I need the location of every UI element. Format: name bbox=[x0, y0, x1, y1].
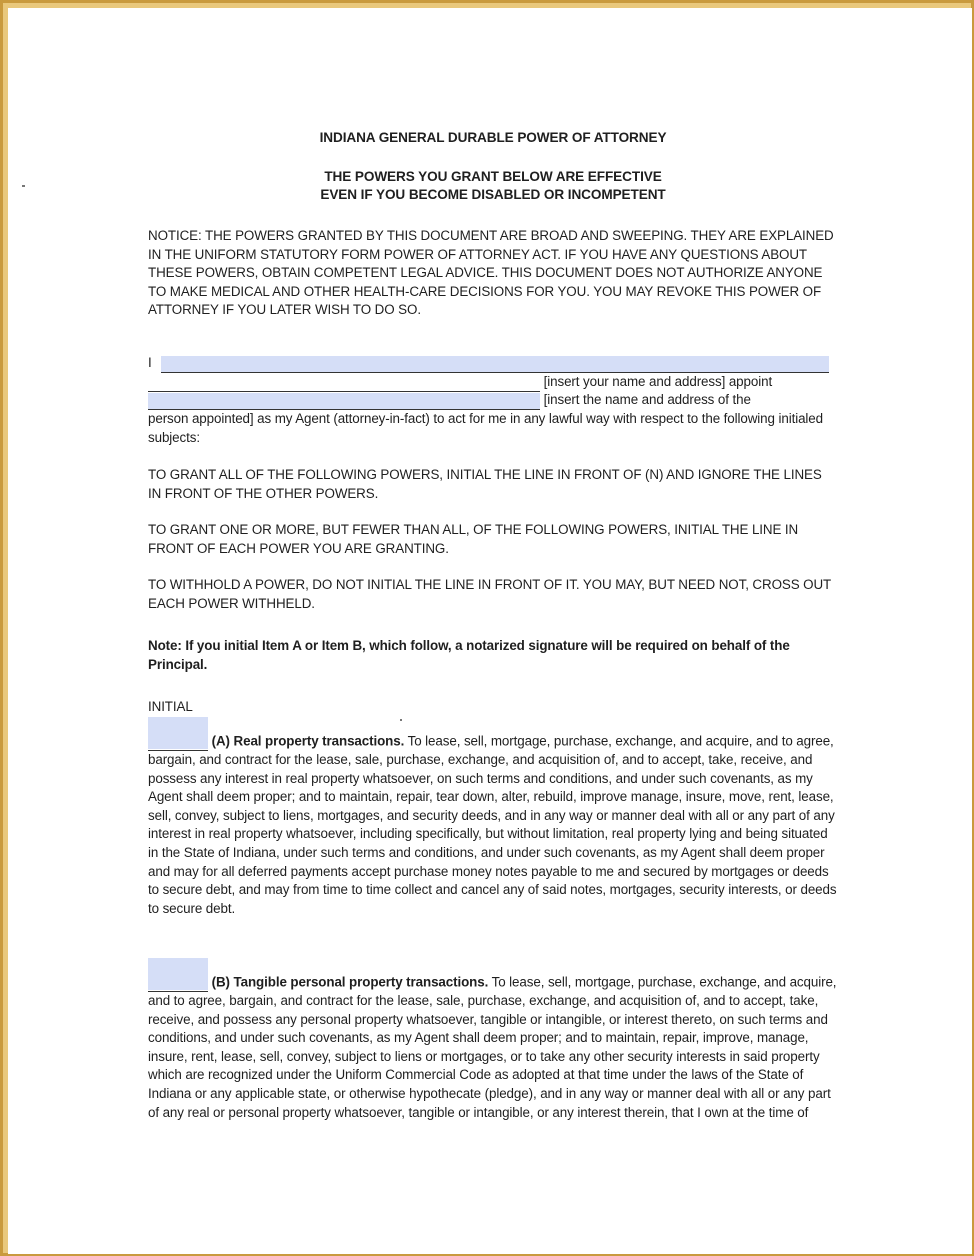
principal-address-field[interactable] bbox=[148, 375, 540, 392]
principal-name-row bbox=[148, 354, 838, 373]
power-item-a bbox=[148, 732, 838, 918]
agent-name-field[interactable] bbox=[148, 393, 540, 410]
power-item-b-text: To lease, sell, mortgage, purchase, exchange, and acquire, and to agree, bargain, and contract for the lease, sale, purchase, exchange, and acquisition of, and to accept, take, receive, and possess any personal property whatsoever, tangible or intangible, or interest thereto, on such terms and conditions, and under such covenants, as my Agent shall deem proper; and to maintain, repair, improve, manage, insure, rent, lease, sell, convey, subject to liens or mortgages, or to take any other security interests in said property which are recognized under the Uniform Commercial Code as adopted at that time under the laws of the State of Indiana or any applicable state, or otherwise hypothecate (pledge), and in any way or manner deal with all or any part of any real or personal property whatsoever, tangible or intangible, or any interest therein, that I own at the time of bbox=[148, 974, 837, 1120]
principal-address-row bbox=[148, 373, 838, 392]
document-page bbox=[8, 8, 972, 1254]
appoint-prefix: I bbox=[148, 355, 152, 370]
principal-name-field[interactable] bbox=[161, 356, 829, 373]
initial-field-a[interactable] bbox=[148, 732, 208, 751]
document-subtitle-line2: EVEN IF YOU BECOME DISABLED OR INCOMPETENT bbox=[320, 187, 666, 202]
appoint-name-hint: [insert your name and address] appoint bbox=[543, 374, 773, 389]
agent-name-row bbox=[148, 391, 838, 410]
power-item-b-heading: (B) Tangible personal property transactions. bbox=[211, 974, 489, 990]
power-item-a-text: To lease, sell, mortgage, purchase, exchange, and acquire, and to agree, bargain, and contract for the lease, sale, purchase, exchange, and acquisition of, and to accept, take, receive, and possess any interest in real property whatsoever, on such terms and conditions, and under such covenants, as my Agent shall deem proper; and to maintain, repair, tear down, alter, rebuild, improve manage, insure, move, rent, lease, sell, convey, subject to liens, mortgages, and security deeds, and in any way or manner deal with all or any part of any interest in real property whatsoever, including specifically, but without limitation, real property lying and being situated in the State of Indiana, under such terms and conditions, and under such covenants, as my Agent shall deem proper and may for all deferred payments accept purchase money notes payable to me and secured by mortgages or deeds to secure debt, and may from time to time collect and cancel any of said notes, mortgages, security interests, or deeds to secure debt. bbox=[148, 733, 837, 916]
instruction-grant-all: TO GRANT ALL OF THE FOLLOWING POWERS, INITIAL THE LINE IN FRONT OF (N) AND IGNORE THE LINES IN FRONT OF THE OTHER POWERS. bbox=[148, 467, 822, 501]
power-item-b bbox=[148, 973, 838, 1122]
notice-paragraph: NOTICE: THE POWERS GRANTED BY THIS DOCUMENT ARE BROAD AND SWEEPING. THEY ARE EXPLAINED IN THE UNIFORM STATUTORY FORM POWER OF ATTORNEY ACT. IF YOU HAVE ANY QUESTIONS ABOUT THESE POWERS, OBTAIN COMPETENT LEGAL ADVICE. THIS DOCUMENT DOES NOT AUTHORIZE ANYONE TO MAKE MEDICAL AND OTHER HEALTH-CARE DECISIONS FOR YOU. YOU MAY REVOKE THIS POWER OF ATTORNEY IF YOU LATER WISH TO DO SO. bbox=[148, 228, 834, 318]
document-title: INDIANA GENERAL DURABLE POWER OF ATTORNEY bbox=[319, 130, 667, 145]
initial-label: INITIAL bbox=[148, 699, 193, 714]
appoint-paragraph: person appointed] as my Agent (attorney-in-fact) to act for me in any lawful way with respect to the following initialed subjects: bbox=[148, 411, 823, 445]
power-item-a-heading: (A) Real property transactions. bbox=[211, 733, 405, 749]
instruction-withhold: TO WITHHOLD A POWER, DO NOT INITIAL THE LINE IN FRONT OF IT. YOU MAY, BUT NEED NOT, CROSS OUT EACH POWER WITHHELD. bbox=[148, 577, 831, 611]
scan-speck bbox=[400, 719, 402, 721]
appoint-agent-hint: [insert the name and address of the bbox=[543, 392, 751, 407]
notarization-note: Note: If you initial Item A or Item B, which follow, a notarized signature will be required on behalf of the Principal. bbox=[148, 638, 790, 672]
instruction-grant-some: TO GRANT ONE OR MORE, BUT FEWER THAN ALL, OF THE FOLLOWING POWERS, INITIAL THE LINE IN FRONT OF EACH POWER YOU ARE GRANTING. bbox=[148, 522, 799, 556]
initial-field-b[interactable] bbox=[148, 973, 208, 992]
scan-speck bbox=[22, 185, 25, 187]
document-subtitle-line1: THE POWERS YOU GRANT BELOW ARE EFFECTIVE bbox=[324, 169, 662, 184]
